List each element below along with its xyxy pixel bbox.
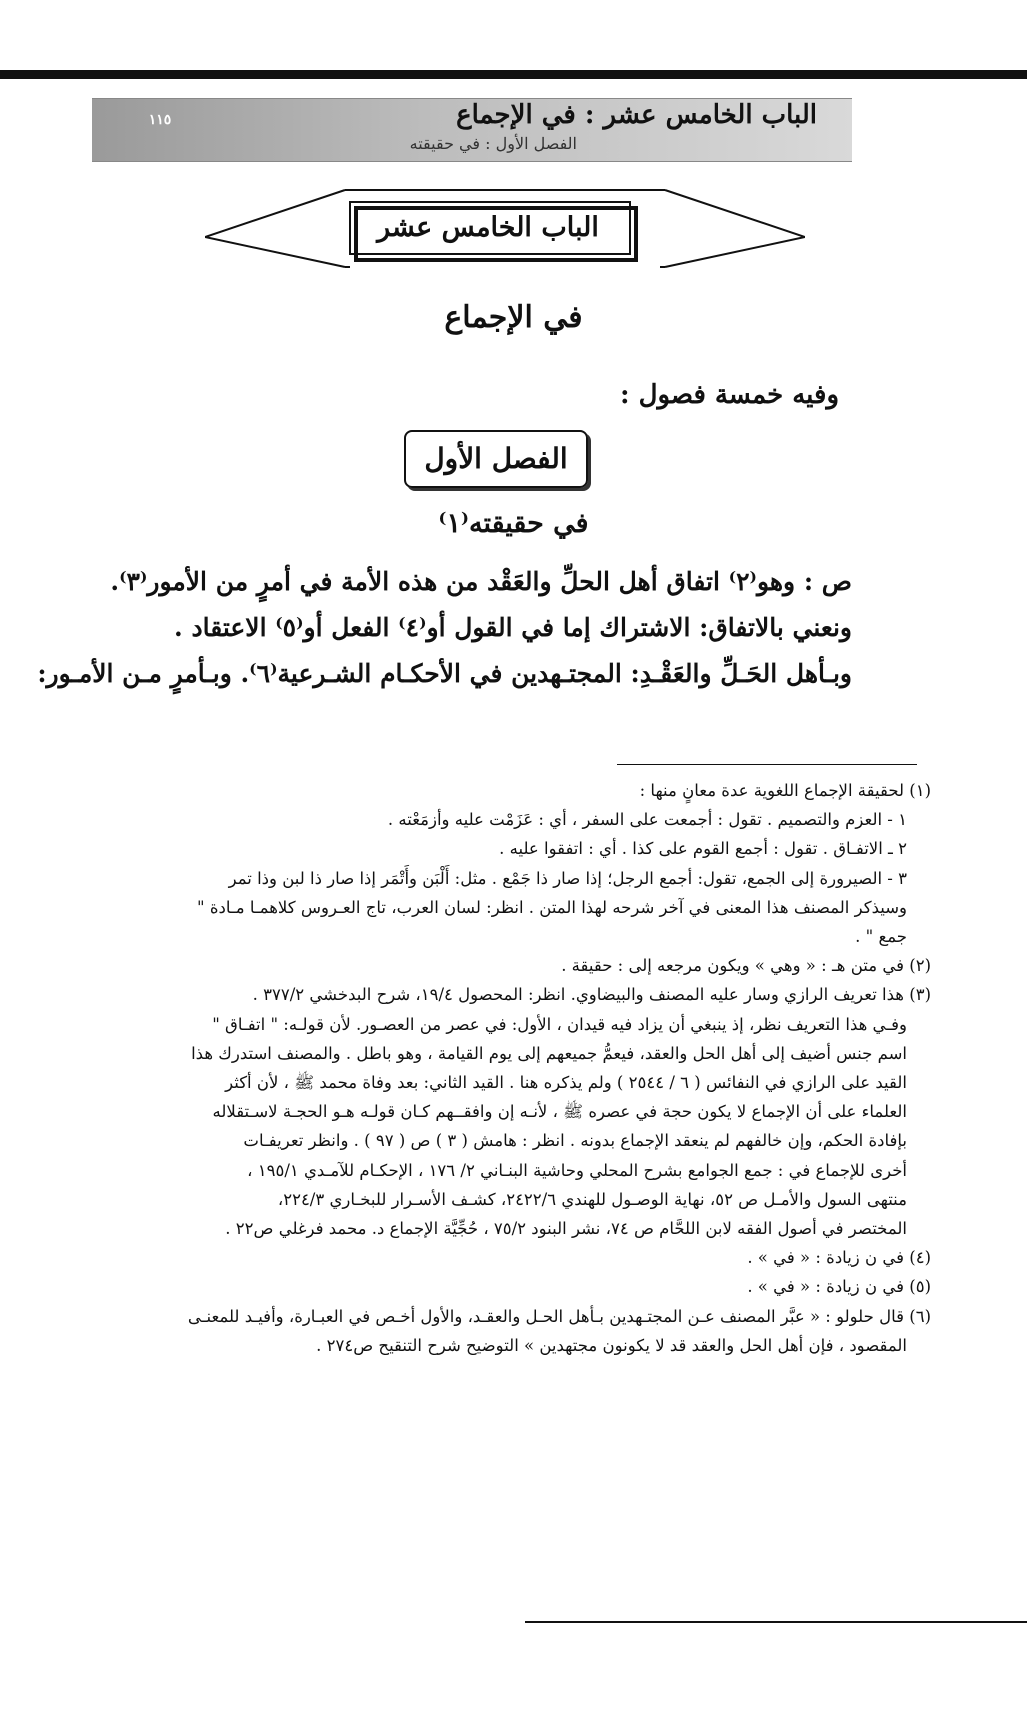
footnote-line: أخرى للإجماع في : جمع الجوامع بشرح المحلي وحاشية البنـاني ٢/ ١٧٦ ، الإحكـام للآمـدي ١٩٥/١ ، <box>247 1160 907 1180</box>
banner-title: الباب الخامس عشر <box>377 212 599 243</box>
page-number: ١١٥ <box>148 112 172 128</box>
footnote-line: بإفادة الحكم، وإن خالفهم لم ينعقد الإجماع بدونه . انظر : هامش ( ٣ ) ص ( ٩٧ ) . وانظر تعريفـات <box>243 1131 907 1151</box>
footnote-line: جمع " . <box>855 927 907 947</box>
footnote-line: وسيذكر المصنف هذا المعنى في آخر شرحه لهذا المتن . انظر: لسان العرب، تاج العـروس كلاهمـا مـادة " <box>197 897 907 917</box>
footnote-line: القيد على الرازي في النفائس ( ٦ / ٢٥٤٤ ) ولم يذكره هنا . القيد الثاني: بعد وفاة محمد ﷺ ، لأن أكثر <box>225 1073 907 1093</box>
main-text-line-1: ص : وهو⁽٢⁾ اتفاق أهل الحلِّ والعَقْد من هذه الأمة في أمرٍ من الأمور⁽٣⁾. <box>110 567 852 596</box>
footnote-line: ٣ - الصيرورة إلى الجمع، تقول: أجمع الرجل؛ إذا صار ذا جَمْع . مثل: أَلْبَن وأَتْمَر إذا صار ذا لبن وذا تمر <box>228 868 907 888</box>
footnote-line: (٣) هذا تعريف الرازي وسار عليه المصنف والبيضاوي. انظر: المحصول ١٩/٤، شرح البدخشي ٣٧٧/٢ . <box>252 985 931 1005</box>
footnote-separator <box>617 764 917 765</box>
footnote-line: ١ - العزم والتصميم . تقول : أجمعت على السفر ، أي : عَزَمْت عليه وأزمَعْته . <box>387 810 907 830</box>
footnote-line: وفـي هذا التعريف نظر، إذ ينبغي أن يزاد فيه قيدان ، الأول: في عصر من العصـور. لأن قولـه: " اتفـاق " <box>212 1014 907 1034</box>
footnotes <box>91 776 931 1360</box>
running-header-subtitle: الفصل الأول : في حقيقته <box>409 134 577 153</box>
footnote-line: (٢) في متن هـ : « وهي » ويكون مرجعه إلى : حقيقة . <box>561 956 931 976</box>
main-text-line-2: ونعني بالاتفاق: الاشتراك إما في القول أو⁽٤⁾ الفعل أو⁽٥⁾ الاعتقاد . <box>174 613 852 642</box>
footnote-line: العلماء على أن الإجماع لا يكون حجة في عصره ﷺ ، لأنـه إن وافقــهم كـان قولـه هـو الحجـة لاسـتقلاله <box>212 1102 907 1122</box>
footnote-line: (١) لحقيقة الإجماع اللغوية عدة معانٍ منها : <box>639 781 931 800</box>
section-box-title: الفصل الأول <box>404 430 588 488</box>
footnote-line: (٤) في ن زيادة : « في » . <box>747 1248 931 1268</box>
chapter-title: في الإجماع <box>444 300 583 335</box>
bottom-rule <box>525 1621 1027 1623</box>
footnote-line: (٥) في ن زيادة : « في » . <box>747 1277 931 1297</box>
running-header-title: الباب الخامس عشر : في الإجماع <box>456 100 817 130</box>
section-title: في حقيقته⁽١⁾ <box>438 508 589 539</box>
main-text-line-3: وبـأهل الحَـلِّ والعَقْـدِ: المجتـهدين في الأحكـام الشـرعية⁽٦⁾. وبـأمرٍ مـن الأمـور: <box>37 659 852 688</box>
footnote-line: ٢ ـ الاتفـاق . تقول : أجمع القوم على كذا . أي : اتفقوا عليه . <box>499 839 907 859</box>
footnote-line: المختصر في أصول الفقه لابن اللحَّام ص ٧٤، نشر البنود ٧٥/٢ ، حُجِّيَّة الإجماع د. محمد فرغلي ص٢٢ . <box>225 1219 907 1239</box>
top-rule <box>0 70 1027 79</box>
footnote-line: اسم جنس أضيف إلى أهل الحل والعقد، فيعمُّ جميعهم إلى يوم القيامة ، وهو باطل . والمصنف استدرك هذا <box>191 1043 907 1063</box>
footnote-line: منتهى السول والأمـل ص ٥٢، نهاية الوصـول للهندي ٢٤٢٢/٦، كشـف الأسـرار للبخـاري ٢٢٤/٣، <box>277 1189 907 1209</box>
chapter-intro: وفيه خمسة فصول : <box>619 380 839 410</box>
footnote-line: المقصود ، فإن أهل الحل والعقد قد لا يكونون مجتهدين » التوضيح شرح التنقيح ص٢٧٤ . <box>316 1335 907 1355</box>
footnote-line: (٦) قال حلولو : « عبَّر المصنف عـن المجتـهدين بـأهل الحـل والعقـد، والأول أخـص في العبـارة، وأفيـد للمعنـى <box>187 1306 931 1326</box>
